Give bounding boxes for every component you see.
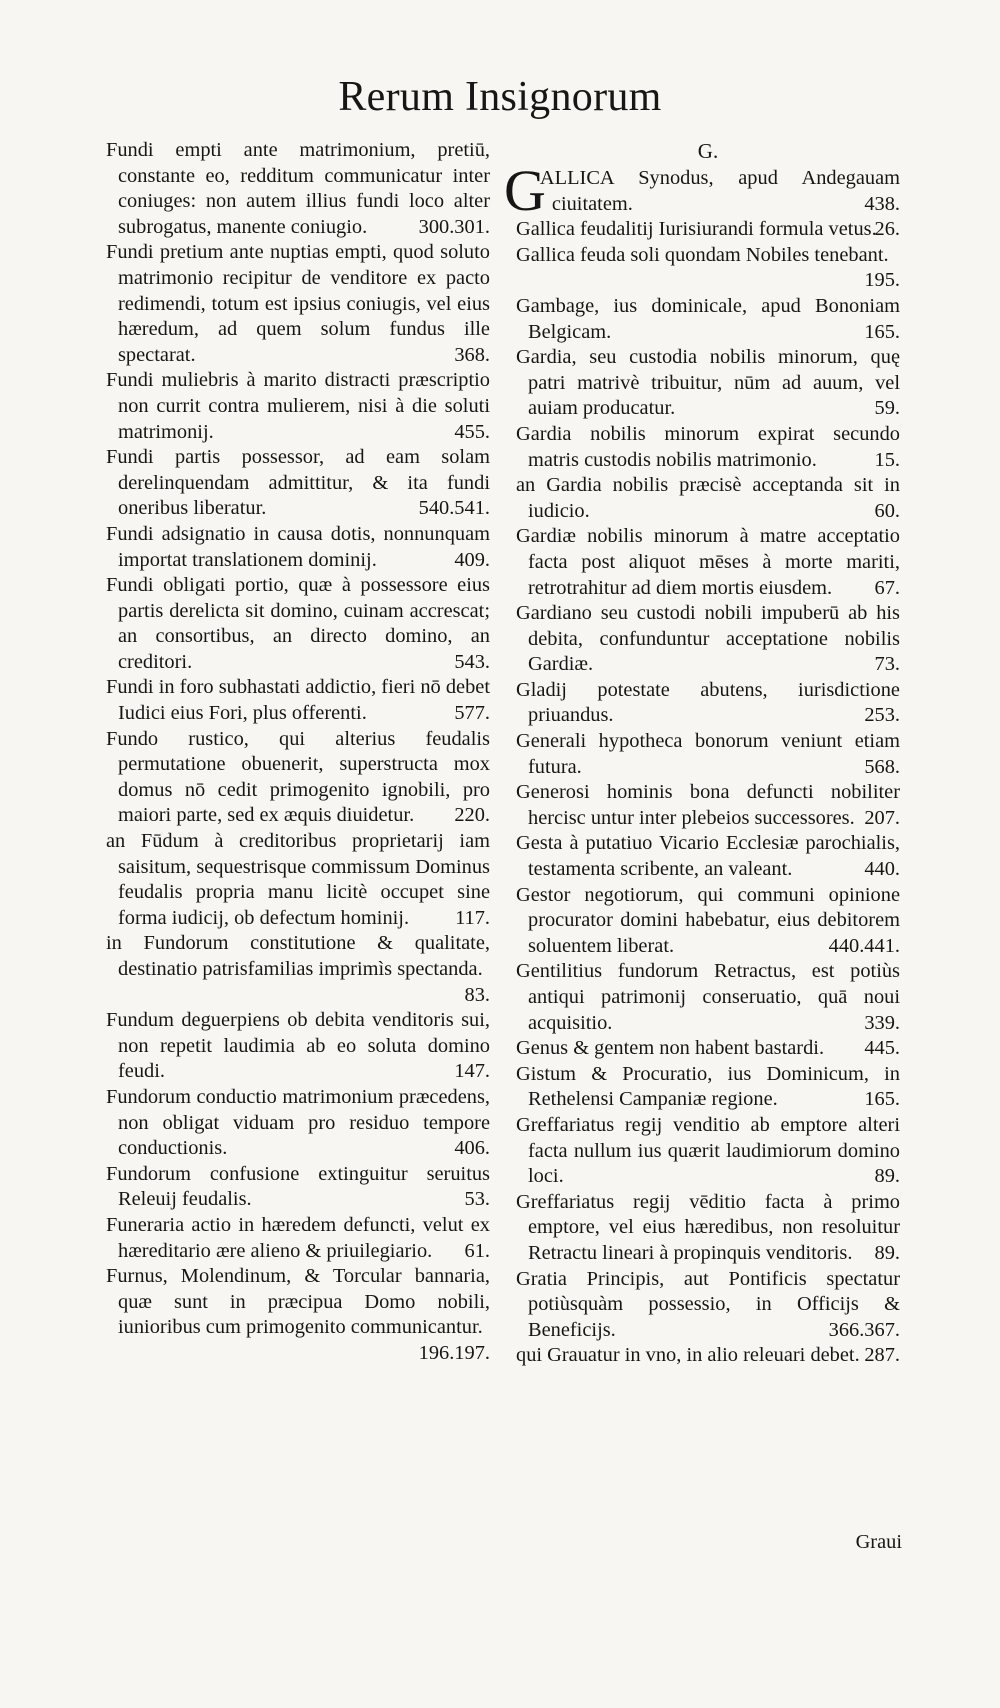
index-entry (106, 727, 490, 829)
entry-text: Fundi empti ante matrimonium, pretiū, constante eo, redditum communicatur inter coniuges: non autem illius fundi loco alter subrogatus, manente coniugio. (106, 139, 490, 238)
entry-text: Gladij potestate abutens, iurisdictione priuandus. (516, 678, 900, 727)
index-entry (516, 1267, 900, 1344)
page-reference: 440.441. (828, 934, 900, 957)
page-reference: 300.301. (418, 215, 490, 238)
entry-text: Fundorum confusione extinguitur seruitus Releuij feudalis. (106, 1162, 490, 1211)
index-column-left (106, 138, 490, 1367)
index-entry (106, 1085, 490, 1162)
entry-text: Fundi adsignatio in causa dotis, nonnunquam importat translationem dominij. (106, 522, 490, 571)
index-entry (516, 780, 900, 831)
index-entry (516, 883, 900, 960)
page-reference: 568. (864, 755, 900, 778)
index-entry (516, 831, 900, 882)
entry-text: Gentilitius fundorum Retractus, est potiùs antiqui patrimonij conseruatio, quā noui acquisitio. (516, 960, 900, 1034)
entry-text: Gallica feuda soli quondam Nobiles tenebant. (516, 243, 889, 266)
page-reference: 207. (864, 806, 900, 829)
index-entry (516, 217, 900, 243)
entry-text: Fundi partis possessor, ad eam solam derelinquendam admittitur, & ita fundi oneribus liberatur. (106, 446, 490, 520)
page-reference: 117. (455, 906, 490, 929)
index-entry (516, 1190, 900, 1267)
entry-text: Fundi in foro subhastati addictio, fieri nō debet Iudici eius Fori, plus offerenti. (106, 676, 490, 725)
page-reference: 83. (464, 983, 490, 1006)
entry-text: an Gardia nobilis præcisè acceptanda sit in iudicio. (516, 474, 900, 522)
index-entry (106, 1008, 490, 1085)
index-entry (106, 138, 490, 240)
page-reference: 339. (864, 1011, 900, 1034)
entry-text: Greffariatus regij vēditio facta à primo emptore, vel eius hæredibus, non resoluitur Retractu lineari à propinquis venditoris. (516, 1190, 900, 1264)
entry-text: Generosi hominis bona defuncti nobiliter hercisc untur inter plebeios successores. (516, 781, 900, 829)
index-entry (106, 1213, 490, 1264)
page-reference: 540.541. (418, 497, 490, 520)
index-column-right (504, 138, 900, 1369)
page-reference: 406. (454, 1137, 490, 1160)
catchword: Graui (855, 1531, 902, 1553)
page-reference: 409. (454, 548, 490, 571)
page-reference: 61. (464, 1239, 490, 1262)
index-entry (516, 524, 900, 601)
index-entry (516, 1113, 900, 1190)
entry-text: Gallica feudalitij Iurisiurandi formula vetus. (516, 218, 877, 241)
page-reference: 543. (454, 650, 490, 673)
entry-text: Fundo rustico, qui alterius feudalis permutatione obuenerit, superstructa mox domus nō cedit primogenito ignobili, pro maiori parte, sed ex æquis diuidetur. (106, 727, 490, 827)
entry-text: ALLICA Synodus, apud Andegauam ciuitatem. (539, 167, 900, 215)
index-entries-g (516, 217, 900, 1369)
page-reference: 53. (464, 1188, 490, 1211)
index-entry (516, 473, 900, 524)
index-entry (106, 240, 490, 368)
index-entry (106, 675, 490, 726)
index-entry (106, 368, 490, 445)
entry-text: Fundi muliebris à marito distracti præscriptio non currit contra mulierem, nisi à die soluti matrimonij. (106, 369, 490, 443)
index-entry (516, 294, 900, 345)
entry-text: Gardiano seu custodi nobili impuberū ab his debita, confunduntur acceptatione nobilis Gardiæ. (516, 602, 900, 676)
entry-text: Gambage, ius dominicale, apud Bononiam Belgicam. (516, 294, 900, 343)
page-reference: 73. (874, 653, 900, 676)
entry-text: Fundum deguerpiens ob debita venditoris sui, non repetit laudimia ab eo soluta domino feudi. (106, 1009, 490, 1083)
index-entry (106, 931, 490, 1008)
entry-text: Gardia, seu custodia nobilis minorum, quę patri matrivè tribuitur, nūm ad auum, vel auiam producatur. (516, 346, 900, 420)
index-entry (516, 243, 900, 294)
page-reference: 147. (454, 1060, 490, 1083)
entry-text: Genus & gentem non habent bastardi. (516, 1037, 825, 1060)
entry-text: Gesta à putatiuo Vicario Ecclesiæ parochialis, testamenta scribente, an valeant. (516, 832, 900, 881)
index-entry (516, 959, 900, 1036)
index-entry (516, 729, 900, 780)
page-reference: 195. (864, 269, 900, 292)
entry-text: an Fūdum à creditoribus proprietarij iam saisitum, sequestrisque commissum Dominus feudalis propria manu licitè occupet sine forma iudicij, ob defectum hominij. (106, 830, 490, 929)
page-reference: 366.367. (828, 1318, 900, 1341)
index-entry (516, 678, 900, 729)
running-head: Rerum Insignorum (338, 74, 662, 120)
entry-text: in Fundorum constitutione & qualitate, destinatio patrisfamilias imprimìs spectanda. (106, 932, 490, 980)
page-reference: 67. (874, 576, 900, 599)
page-reference: 89. (874, 1165, 900, 1188)
page-reference: 89. (874, 1241, 900, 1264)
page-reference: 440. (864, 858, 900, 881)
page-reference: 368. (454, 343, 490, 366)
entry-text: Fundi pretium ante nuptias empti, quod soluto matrimonio recipitur de venditore ex pacto redimendi, totum est ipsius coniugis, vel eius hæredum, ad quem solum fundus ille spectarat. (106, 241, 490, 366)
page-reference: 15. (874, 448, 900, 471)
page-reference: 287. (864, 1344, 900, 1367)
index-entry (106, 1162, 490, 1213)
index-entry (516, 422, 900, 473)
page-reference: 577. (454, 702, 490, 725)
entry-text: Gardiæ nobilis minorum à matre acceptatio facta post aliquot mēses à morte mariti, retrotrahitur ad diem mortis eiusdem. (516, 525, 900, 599)
page-reference: 220. (454, 804, 490, 827)
index-entry (504, 158, 900, 223)
entry-text: Fundorum conductio matrimonium præcedens, non obligat viduam pro residuo tempore conductionis. (106, 1085, 490, 1160)
section-letter: G. (697, 139, 719, 163)
page-reference: 196.197. (418, 1341, 490, 1364)
page-reference: 445. (864, 1037, 900, 1060)
index-entry (516, 601, 900, 678)
page-reference: 60. (874, 499, 900, 522)
index-entry (106, 573, 490, 675)
drop-cap: G (504, 158, 546, 223)
index-entry (516, 345, 900, 422)
index-entry (106, 1264, 490, 1366)
index-entry (106, 445, 490, 522)
page-reference: 165. (864, 320, 900, 343)
index-entry (516, 1036, 900, 1062)
entry-text: Gistum & Procuratio, ius Dominicum, in Rethelensi Campaniæ regione. (516, 1062, 900, 1111)
entry-text: Fundi obligati portio, quæ à possessore eius partis derelicta sit domino, cuinam accrescat; an consortibus, an directo domino, an creditori. (106, 574, 490, 673)
entry-text: Gratia Principis, aut Pontificis spectatur potiùsquàm possessio, in Officijs & Beneficijs. (516, 1267, 900, 1341)
index-entry (516, 1343, 900, 1369)
entry-text: Gestor negotiorum, qui communi opinione procurator domini habebatur, eius debitorem soluentem liberat. (516, 883, 900, 957)
page-reference: 165. (864, 1088, 900, 1111)
page-reference: 26. (874, 218, 900, 241)
page-reference: 59. (874, 397, 900, 420)
page-reference: 438. (864, 192, 900, 215)
index-entry (106, 829, 490, 931)
entry-text: Gardia nobilis minorum expirat secundo matris custodis nobilis matrimonio. (516, 422, 900, 471)
page-reference: 455. (454, 420, 490, 443)
entry-text: Funeraria actio in hæredem defuncti, velut ex hæreditario ære alieno & priuilegiario. (106, 1213, 490, 1262)
page-reference: 253. (864, 704, 900, 727)
entry-text: qui Grauatur in vno, in alio releuari debet. (516, 1344, 860, 1367)
index-entry (516, 1062, 900, 1113)
entry-text: Greffariatus regij venditio ab emptore alteri facta nullum ius quærit laudimiorum domino loci. (516, 1113, 900, 1188)
entry-text: Furnus, Molendinum, & Torcular bannaria, quæ sunt in præcipua Domo nobili, iunioribus cum primogenito communicantur. (106, 1265, 490, 1339)
entry-text: Generali hypotheca bonorum veniunt etiam futura. (516, 730, 900, 778)
index-entry (106, 522, 490, 573)
